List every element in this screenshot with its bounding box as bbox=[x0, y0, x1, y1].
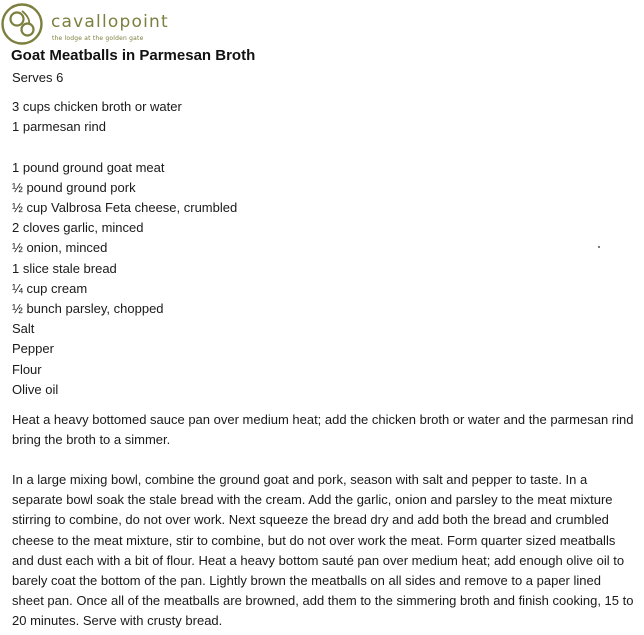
ingredient-item: 1 parmesan rind bbox=[12, 119, 106, 135]
ingredient-item: ½ pound ground pork bbox=[12, 179, 136, 195]
recipe-serves: Serves 6 bbox=[12, 70, 64, 85]
instruction-paragraph: Heat a heavy bottomed sauce pan over medium heat; add the chicken broth or water and the parmesan rind bring the broth to a simmer. bbox=[12, 412, 634, 448]
ingredient-item: 2 cloves garlic, minced bbox=[12, 220, 144, 236]
instruction-paragraph: In a large mixing bowl, combine the ground goat and pork, season with salt and pepper to taste. In a separate bowl soak the stale bread with the cream. Add the garlic, onion and parsley to the meat mixture stirring to combine, do not over work. Next squeeze the bread dry and add both the bread and crumbled cheese to the meat mixture, stir to combine, but do not over work the meat. Form quarter sized meatballs and dust each with a bit of flour. Heat a heavy bottom sauté pan over medium heat; add enough olive oil to barely coat the bottom of the pan. Lightly brown the meatballs on all sides and remove to a paper lined sheet pan. Once all of the meatballs are browned, add them to the simmering broth and finish cooking, 15 to 20 minutes. Serve with crusty bread. bbox=[12, 472, 634, 629]
ingredient-list bbox=[12, 97, 237, 400]
brand-logo bbox=[0, 2, 200, 46]
ingredient-item: 1 pound ground goat meat bbox=[12, 159, 165, 175]
ingredient-item: Flour bbox=[12, 361, 42, 377]
ingredient-item: Olive oil bbox=[12, 381, 59, 397]
ingredient-group-spacer bbox=[12, 137, 237, 157]
brand-name: cavallopoint bbox=[51, 12, 169, 32]
scan-speck bbox=[598, 246, 600, 248]
ingredient-item: ½ onion, minced bbox=[12, 240, 108, 256]
ingredient-item: Salt bbox=[12, 321, 35, 337]
brand-logo-mark-icon bbox=[0, 2, 44, 46]
ingredient-item: ½ cup Valbrosa Feta cheese, crumbled bbox=[12, 200, 238, 215]
brand-tagline: the lodge at the golden gate bbox=[52, 35, 144, 42]
ingredient-item: ¼ cup cream bbox=[12, 280, 88, 296]
ingredient-item: ½ bunch parsley, chopped bbox=[12, 301, 164, 317]
ingredient-item: 1 slice stale bread bbox=[12, 260, 117, 276]
recipe-title: Goat Meatballs in Parmesan Broth bbox=[11, 47, 256, 64]
ingredient-item: Pepper bbox=[12, 341, 54, 357]
ingredient-item: 3 cups chicken broth or water bbox=[12, 99, 182, 114]
